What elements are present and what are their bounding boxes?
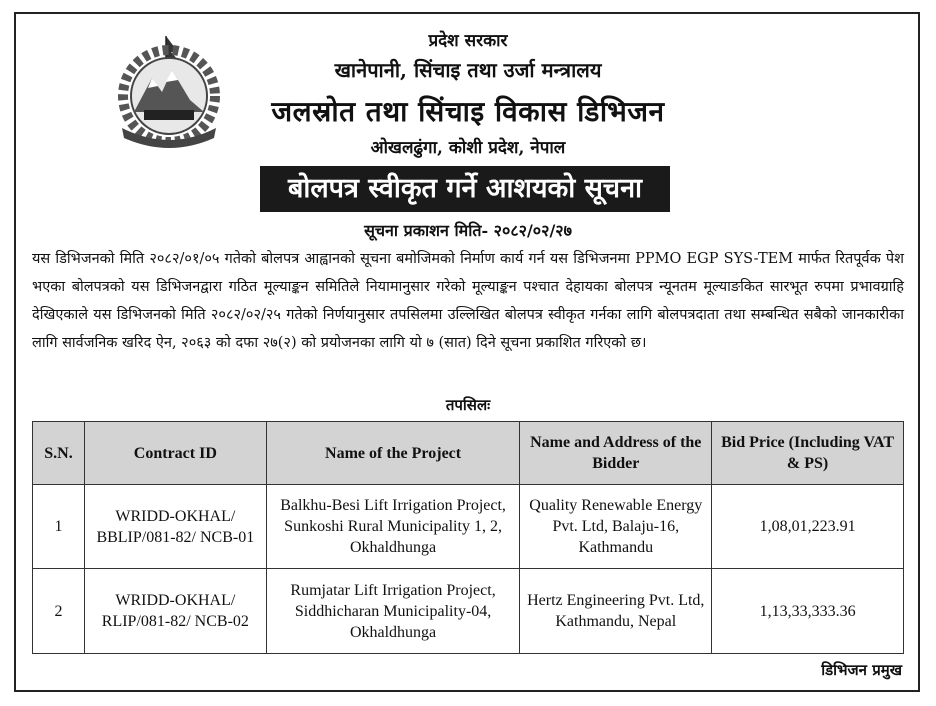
ministry-name: खानेपानी, सिंचाइ तथा उर्जा मन्त्रालय: [334, 58, 602, 82]
cell-price: 1,08,01,223.91: [712, 485, 904, 569]
cell-project: Balkhu-Besi Lift Irrigation Project, Sunkoshi Rural Municipality 1, 2, Okhaldhunga: [266, 485, 520, 569]
cell-price: 1,13,33,333.36: [712, 569, 904, 654]
header-bid-price: Bid Price (Including VAT & PS): [712, 422, 904, 485]
cell-sn: 1: [33, 485, 85, 569]
notice-title: बोलपत्र स्वीकृत गर्ने आशयको सूचना: [260, 166, 670, 212]
table-row: [33, 485, 904, 569]
cell-bidder: Quality Renewable Energy Pvt. Ltd, Balaju-16, Kathmandu: [520, 485, 712, 569]
header-project: Name of the Project: [266, 422, 520, 485]
cell-contract-id: WRIDD-OKHAL/ BBLIP/081-82/ NCB-01: [84, 485, 266, 569]
cell-sn: 2: [33, 569, 85, 654]
publication-date: सूचना प्रकाशन मिति- २०८२/०२/२७: [364, 221, 572, 240]
bid-table: [32, 421, 904, 654]
schedule-label: तपसिलः: [445, 396, 491, 414]
signature-designation: डिभिजन प्रमुख: [821, 661, 902, 679]
office-address: ओखलढुंगा, कोशी प्रदेश, नेपाल: [370, 138, 566, 158]
header-contract-id: Contract ID: [84, 422, 266, 485]
header-sn: S.N.: [33, 422, 85, 485]
cell-project: Rumjatar Lift Irrigation Project, Siddhicharan Municipality-04, Okhaldhunga: [266, 569, 520, 654]
notice-body: यस डिभिजनको मिति २०८२/०१/०५ गतेको बोलपत्र आह्वानको सूचना बमोजिमको निर्माण कार्य गर्न यस डिभिजनमा PPMO EGP SYS-TEM मार्फत रितपूर्वक पेश भएका बोलपत्रको यस डिभिजनद्वारा गठित मूल्याङ्कन समितिले नियामानुसार गरेको मूल्याङ्कन पश्चात देहायका बोलपत्र न्यूनतम मूल्याङकित सारभूत रुपमा प्रभावग्राहि देखिएकाले यस डिभिजनको मिति २०८२/०२/२५ गतेको निर्णयानुसार तपसिलमा उल्लिखित बोलपत्र स्वीकृत गर्नका लागि बोलपत्रदाता तथा सम्बन्धित सबैको जानकारीका लागि सार्वजनिक खरिद ऐन, २०६३ को दफा २७(२) को प्रयोजनका लागि यो ७ (सात) दिने सूचना प्रकाशित गरिएको छ।: [32, 251, 904, 351]
header-bidder: Name and Address of the Bidder: [520, 422, 712, 485]
government-name: प्रदेश सरकार: [428, 31, 508, 51]
table-row: [33, 569, 904, 654]
cell-bidder: Hertz Engineering Pvt. Ltd, Kathmandu, Nepal: [520, 569, 712, 654]
cell-contract-id: WRIDD-OKHAL/ RLIP/081-82/ NCB-02: [84, 569, 266, 654]
table-header-row: [33, 422, 904, 485]
division-name: जलस्रोत तथा सिंचाइ विकास डिभिजन: [271, 95, 665, 128]
